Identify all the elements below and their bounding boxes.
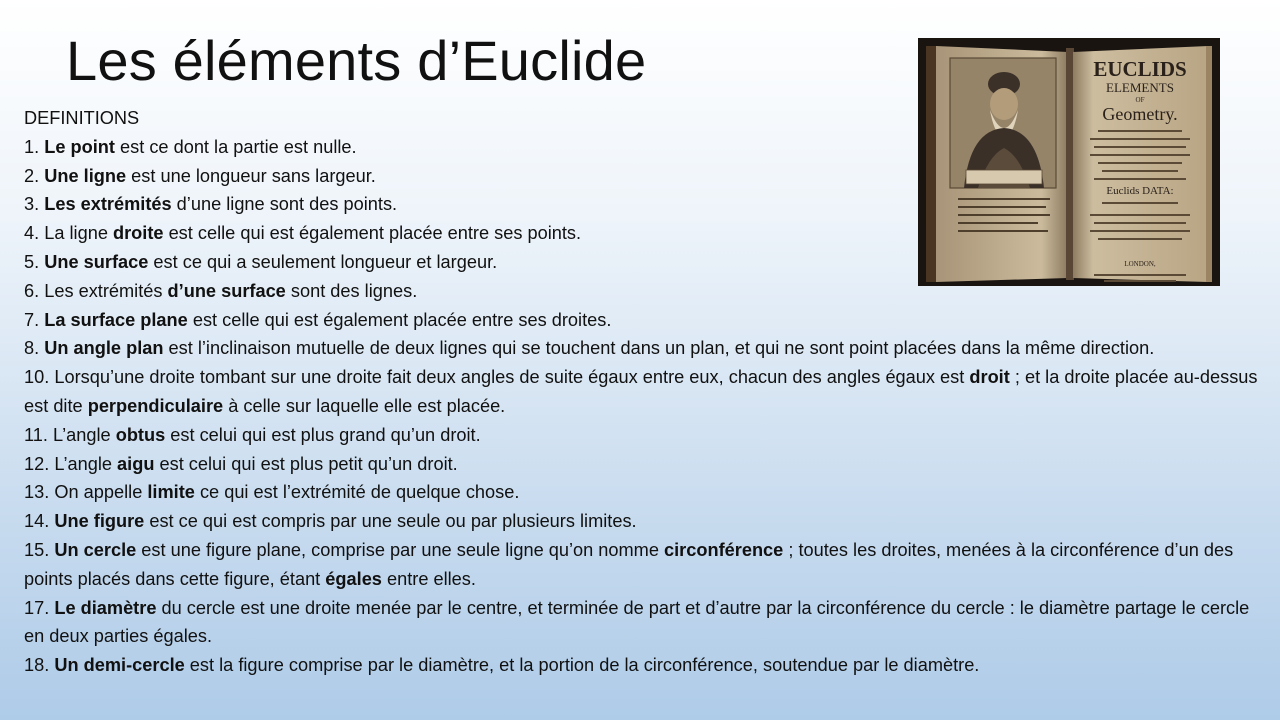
euclid-book-image bbox=[918, 38, 1220, 286]
book-title-line2: ELEMENTS bbox=[1106, 80, 1174, 95]
definition-text: 6. Les extrémités bbox=[24, 280, 168, 301]
definition-text: du cercle est une droite menée par le centre, et terminée de part et d’autre par la circonférence du cercle : le diamètre partage le cercle en deux parties égales. bbox=[24, 597, 1250, 647]
definition-text: est celui qui est plus petit qu’un droit. bbox=[154, 453, 458, 474]
definition-text: 17. bbox=[24, 597, 55, 618]
definition-term: Le diamètre bbox=[54, 597, 157, 618]
definition-item bbox=[24, 334, 1258, 363]
definition-text: 1. bbox=[24, 136, 45, 157]
definition-text: 5. bbox=[24, 251, 45, 272]
definition-term: Une ligne bbox=[44, 165, 127, 186]
definition-term: obtus bbox=[115, 424, 166, 445]
definition-text: est celle qui est également placée entre ses droites. bbox=[187, 309, 612, 330]
definition-text: 13. On appelle bbox=[24, 482, 148, 503]
definition-text: entre elles. bbox=[381, 568, 476, 589]
slide-title: Les éléments d’Euclide bbox=[66, 29, 647, 92]
definition-text: 12. L’angle bbox=[24, 453, 118, 474]
definition-text: sont des lignes. bbox=[285, 280, 418, 301]
definition-term: Le point bbox=[44, 136, 115, 157]
definition-text: est la figure comprise par le diamètre, et la portion de la circonférence, soutendue par le diamètre. bbox=[184, 655, 980, 676]
definition-term: égales bbox=[325, 568, 382, 589]
definition-term: limite bbox=[147, 482, 195, 503]
definition-text: 2. bbox=[24, 165, 45, 186]
definition-term: Une surface bbox=[44, 251, 149, 272]
definition-term: aigu bbox=[117, 453, 155, 474]
definition-text: est celui qui est plus grand qu’un droit. bbox=[165, 424, 481, 445]
definition-term: droit bbox=[969, 367, 1010, 388]
book-title-line4: Geometry. bbox=[1102, 104, 1178, 124]
definition-text: est ce dont la partie est nulle. bbox=[114, 136, 357, 157]
definition-text: 10. Lorsqu’une droite tombant sur une droite fait deux angles de suite égaux entre eux, chacun des angles égaux est bbox=[24, 367, 970, 388]
definition-text: ; et la droite placée au-dessus est dite bbox=[24, 367, 1258, 416]
definition-term: Les extrémités bbox=[44, 194, 172, 215]
definition-text: d’une ligne sont des points. bbox=[171, 194, 398, 215]
definition-term: perpendiculaire bbox=[87, 395, 224, 416]
definition-term: droite bbox=[112, 223, 164, 244]
definition-text: est une longueur sans largeur. bbox=[126, 165, 376, 186]
definition-text: 11. L’angle bbox=[24, 424, 116, 445]
definition-item bbox=[24, 363, 1258, 421]
definition-text: 4. La ligne bbox=[24, 223, 113, 244]
definition-text: est une figure plane, comprise par une seule ligne qu’on nomme bbox=[136, 539, 664, 560]
definition-item bbox=[24, 421, 1258, 450]
definition-text: ; toutes les droites, menées à la circonférence d’un des points placés dans cette figure, étant bbox=[24, 539, 1234, 589]
definition-text: 18. bbox=[24, 655, 55, 676]
definition-item bbox=[24, 478, 1258, 507]
definition-term: Un cercle bbox=[54, 539, 137, 560]
definition-text: 15. bbox=[24, 539, 55, 560]
book-city: LONDON, bbox=[1124, 260, 1156, 268]
definition-text: est ce qui est compris par une seule ou par plusieurs limites. bbox=[144, 511, 637, 532]
definition-item bbox=[24, 450, 1258, 479]
definition-item bbox=[24, 306, 1258, 335]
definition-term: Un angle plan bbox=[44, 338, 164, 359]
definition-text: est celle qui est également placée entre ses points. bbox=[163, 223, 582, 244]
definition-text: 8. bbox=[24, 338, 45, 359]
definition-term: La surface plane bbox=[44, 309, 188, 330]
definition-text: 14. bbox=[24, 511, 55, 532]
definition-item bbox=[24, 651, 1258, 680]
book-title-line1: EUCLIDS bbox=[1093, 57, 1187, 81]
definition-term: d’une surface bbox=[167, 280, 286, 301]
definition-term: circonférence bbox=[664, 539, 784, 560]
definition-text: 7. bbox=[24, 309, 45, 330]
definition-text: 3. bbox=[24, 194, 45, 215]
book-data-line: Euclids DATA: bbox=[1106, 185, 1174, 197]
definition-item bbox=[24, 594, 1258, 652]
definitions-heading: DEFINITIONS bbox=[24, 108, 140, 128]
definition-text: ce qui est l’extrémité de quelque chose. bbox=[194, 482, 520, 503]
book-title-line3: OF bbox=[1135, 96, 1145, 104]
definition-text: est l’inclinaison mutuelle de deux lignes qui se touchent dans un plan, et qui ne sont point placées dans la même direction. bbox=[163, 338, 1155, 359]
definition-text: est ce qui a seulement longueur et largeur. bbox=[148, 251, 498, 272]
definition-item bbox=[24, 507, 1258, 536]
definition-text: à celle sur laquelle elle est placée. bbox=[223, 395, 506, 416]
definition-term: Une figure bbox=[54, 511, 145, 532]
definition-term: Un demi-cercle bbox=[54, 655, 185, 676]
definition-item bbox=[24, 536, 1258, 594]
